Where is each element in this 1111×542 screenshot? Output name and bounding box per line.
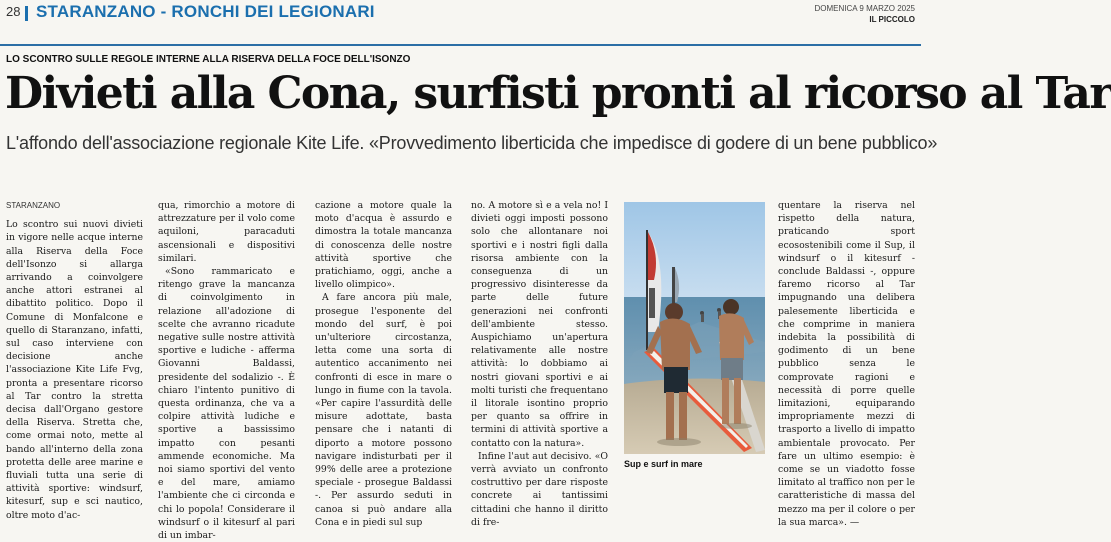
article-kicker: LO SCONTRO SULLE REGOLE INTERNE ALLA RISERVA DELLA FOCE DELL'ISONZO [6, 54, 411, 65]
article-column-1 [6, 199, 143, 522]
surfers-photo-illustration [624, 202, 765, 454]
column-paragraph: no. A motore sì e a vela no! I divieti oggi imposti possono solo che allontanare noi sportivi e i nostri figli dalla risorsa ambiente con la conseguenza di un progressivo disinteresse da parte delle future generazioni nei confronti dell'ambiente stesso. Auspichiamo un'apertura relativamente alle nostre attività: lo dobbiamo ai nostri giovani sportivi e ai molti turisti che frequentano il litorale isontino proprio per quanto sa offrire in termini di attività sportive a contatto con la natura». [471, 200, 608, 449]
article-column-2 [158, 199, 295, 542]
column-paragraph: qua, rimorchio a motore di attrezzature per il volo come aquiloni, paracaduti ascensionali e dispositivi similari. [158, 200, 295, 264]
article-column-3 [315, 199, 452, 529]
column-paragraph: Lo scontro sui nuovi divieti in vigore nelle acque interne alla Riserva della Foce dell'Isonzo si allarga arrivando a coinvolgere anche attori estranei al dibattito politico. Dopo il Comune di Monfalcone e quello di Staranzano, infatti, sul caso interviene con decisione anche l'associazione Kite Life Fvg, pronta a presentare ricorso al Tar contro la stretta decisa dall'Organo gestore della Riserva. Stretta che, come ormai noto, mette al bando all'interno della zona protetta delle aree marine e fluviali tutta una serie di attività sportive: windsurf, kitesurf, sup e sci nautico, oltre moto d'ac- [6, 219, 143, 521]
column-paragraph: cazione a motore quale la moto d'acqua è assurdo e dimostra la totale mancanza di conoscenza delle nostre attività sportive che pratichiamo, oggi, anche a livello olimpico». [315, 200, 452, 291]
page-number: 28 [6, 4, 21, 19]
column-paragraph: quentare la riserva nel rispetto della natura, praticando sport ecosostenibili come il Sup, il windsurf o il kitesurf - conclude Baldassi -, oppure faremo ricorso al Tar impugnando una delibera palesemente liberticida e che comprime in maniera indebita la possibilità di godimento di un bene pubblico senza le comprovate ragioni e necessità di porre quelle limitazioni, equiparando impropriamente mezzi di trasporto a livello di impatto ambientale provocato. Per fare un ultimo esempio: è come se un viadotto fosse limitato al traffico non per le caratteristiche di massa del mezzo ma per il colore o per la sua marca». — [778, 200, 915, 528]
photo-caption: Sup e surf in mare [624, 459, 703, 469]
issue-date: DOMENICA 9 MARZO 2025 [814, 4, 915, 13]
article-photo [624, 202, 765, 454]
column-paragraph: A fare ancora più male, prosegue l'esponente del mondo del surf, è poi un'ulteriore circostanza, letta come una sorta di autentico accanimento nei confronti di esce in mare o lungo in fiume con la tavola. «Per capire l'assurdità delle misure adottate, basta pensare che i natanti di diporto a motore possono navigare indisturbati per il 99% delle aree a protezione speciale - prosegue Baldassi -. Per assurdo seduti in canoa si può andare alla Cona e in piedi sul sup [315, 292, 452, 528]
column-paragraph: «Sono rammaricato e ritengo grave la mancanza di coinvolgimento in relazione all'adozione di scelte che avranno ricadute negative sulle nostre attività sportive e ludiche - afferma Giovanni Baldassi, presidente del sodalizio -. È chiaro l'intento punitivo di questa ordinanza, che va a colpire attività ludiche e sportive a bassissimo impatto con pesanti ammende economiche. Ma noi siamo sportivi del vento e del mare, amiamo l'ambiente che ci circonda e chi lo popola! Considerare il windsurf o il kitesurf al pari di un imbar- [158, 266, 295, 542]
page-header [0, 0, 921, 30]
dateline: STARANZANO [6, 201, 61, 210]
header-rule [0, 44, 921, 46]
article-subhead: L'affondo dell'associazione regionale Kite Life. «Provvedimento liberticida che impedisce di godere di un bene pubblico» [6, 133, 938, 153]
section-marker [25, 6, 28, 21]
article-column-4 [471, 199, 608, 529]
masthead: IL PICCOLO [869, 15, 915, 24]
section-title: STARANZANO - RONCHI DEI LEGIONARI [36, 2, 375, 21]
column-paragraph: Infine l'aut aut decisivo. «O verrà avviato un confronto costruttivo per dare risposte concrete ai tantissimi cittadini che hanno il diritto di fre- [471, 450, 608, 528]
article-headline: Divieti alla Cona, surfisti pronti al ricorso al Tar [5, 68, 1111, 119]
article-column-5 [778, 199, 915, 529]
